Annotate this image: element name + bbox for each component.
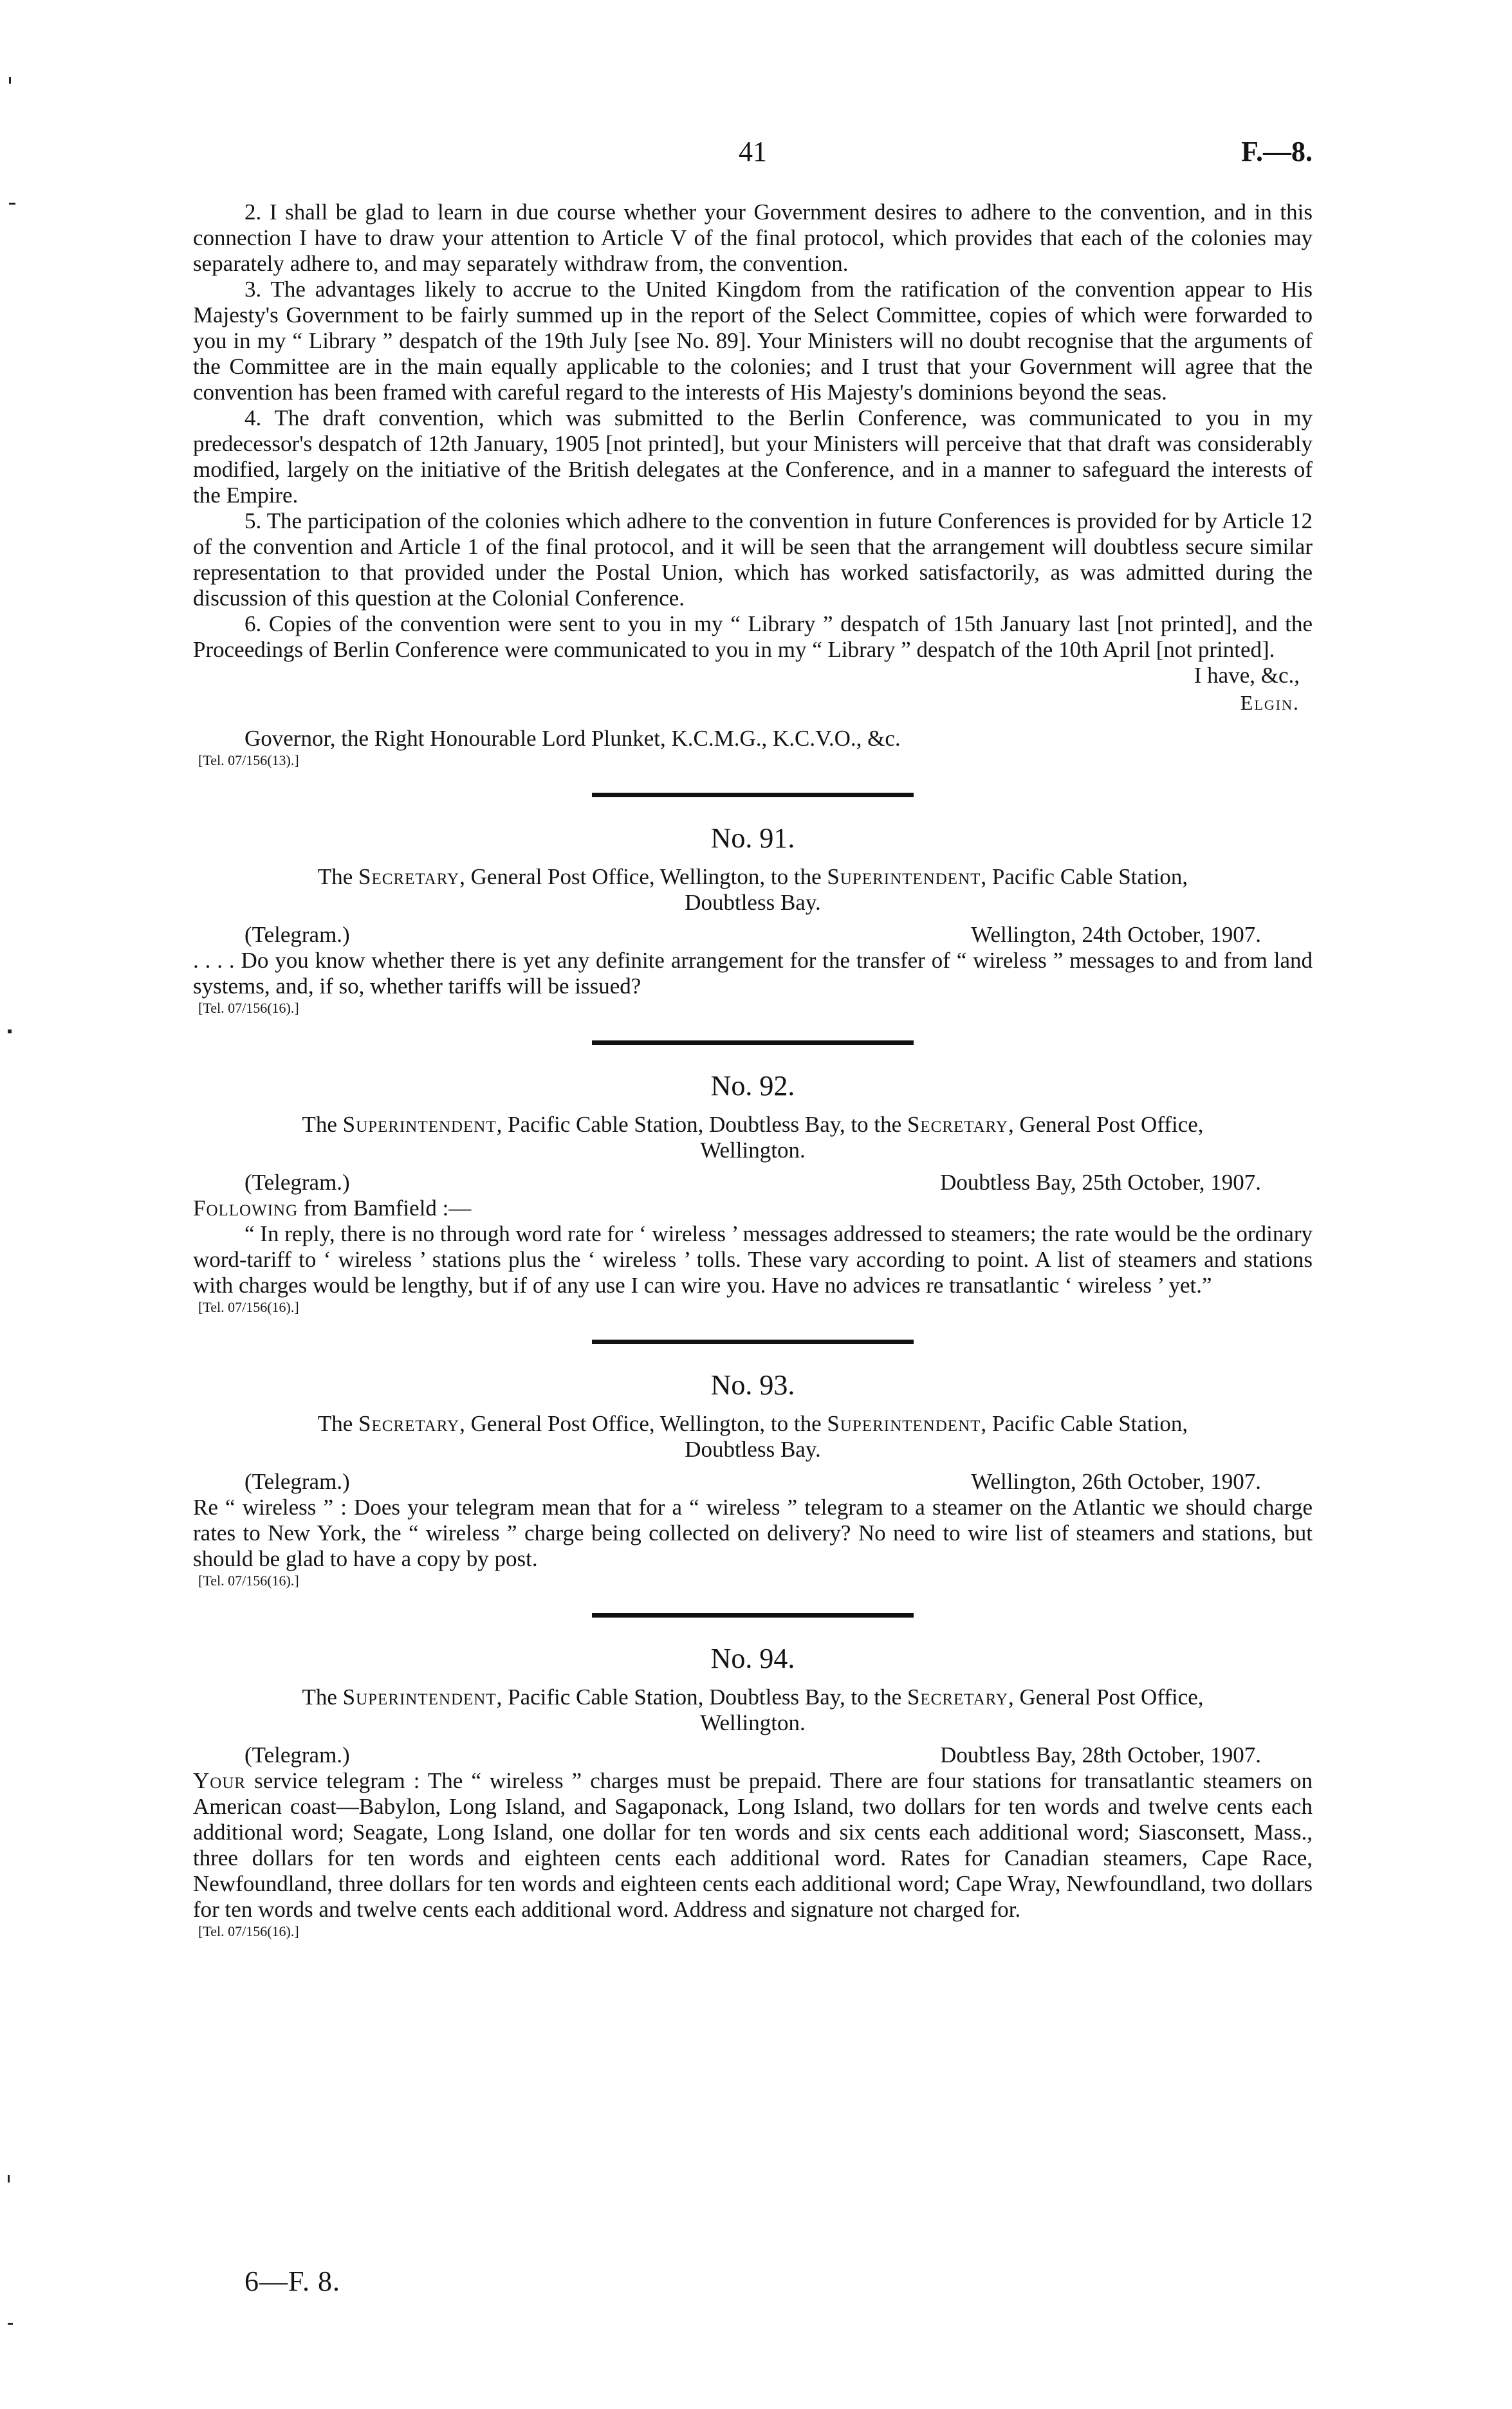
lead-word: Following [193,1195,299,1221]
sender-title: Superintendent [342,1112,497,1137]
document-number: No. 94. [710,1643,795,1674]
closing: I have, &c., [1194,663,1300,688]
sender-title: Secretary [358,1411,460,1436]
scan-mark [8,2323,13,2325]
document-section [193,1069,1313,1316]
document-heading: The Secretary, General Post Office, Wellington, to the Superintendent, Pacific Cable Station, [317,1411,1188,1436]
recipient-title: Superintendent [827,1411,981,1436]
paper-reference: F.—8. [1241,136,1313,167]
document-section [193,822,1313,1017]
page-header [193,135,1313,180]
paragraph-text: 6. Copies of the convention were sent to you in my “ Library ” despatch of 15th January last [not printed], and the Proceedings of Berlin Conference were communicated to you in my “ Library ” despatch of the 10th April [not printed]. [193,611,1313,662]
telegram-meta [193,922,1313,948]
file-reference: [Tel. 07/156(16).] [198,1299,299,1315]
recipient-title: Superintendent [827,864,981,889]
telegram-label: (Telegram.) [244,1170,350,1195]
telegram-body: Following from Bamfield :— [193,1195,472,1221]
document-heading-line2: Wellington. [700,1138,806,1163]
dateline: Wellington, 26th October, 1907. [971,1469,1261,1494]
scan-mark [8,2175,10,2183]
dateline: Wellington, 24th October, 1907. [971,922,1261,947]
file-reference: [Tel. 07/156(16).] [198,1573,299,1589]
dateline: Doubtless Bay, 25th October, 1907. [940,1170,1261,1195]
paragraph: 4. The draft convention, which was submitted to the Berlin Conference, was communicated to you in my predecessor's despatch of 12th January, 1905 [not printed], but your Ministers will perceive that that draft was considerably modified, largely on the initiative of the British delegates at the Conference, and in a manner to safeguard the interests of the Empire. [193,405,1313,508]
document-heading-line2: Doubtless Bay. [685,1437,821,1462]
file-reference: [Tel. 07/156(16).] [198,1923,299,1939]
paragraph: 3. The advantages likely to accrue to the United Kingdom from the ratification of the convention appear to His Majesty's Government to be fairly summed up in the report of the Select Committee, copies of which were forwarded to you in my “ Library ” despatch of the 19th July [see No. 89]. Your Ministers will no doubt recognise that the arguments of the Committee are in the main equally applicable to the colonies; and I trust that your Government will agree that the convention has been framed with careful regard to the interests of His Majesty's dominions beyond the seas. [193,277,1313,405]
section-divider [592,1340,914,1344]
telegram-label: (Telegram.) [244,1469,350,1494]
file-reference: [Tel. 07/156(16).] [198,1000,299,1016]
telegram-body: Your service telegram : The “ wireless ” charges must be prepaid. There are four stations for transatlantic steamers on American coast—Babylon, Long Island, and Sagaponack, Long Island, two dollars for ten words and twelve cents each additional word; Seagate, Long Island, one dollar for ten words and six cents each additional word; Siasconsett, Mass., three dollars for ten words and eighteen cents each additional word. Rates for Canadian steamers, Cape Race, Newfoundland, three dollars for ten words and eighteen cents each additional word; Cape Wray, Newfoundland, two dollars for ten words and twelve cents each additional word. Address and signature not charged for. [193,1768,1313,1922]
page-number: 41 [739,136,767,167]
sender-title: Secretary [358,864,460,889]
document-section [193,1369,1313,1590]
recipient-title: Secretary [907,1684,1008,1710]
scan-mark [9,203,15,205]
section-divider [592,793,914,797]
document-heading: The Superintendent, Pacific Cable Station, Doubtless Bay, to the Secretary, General Post Office, [302,1112,1204,1137]
paragraph: 5. The participation of the colonies which adhere to the convention in future Conferences is provided for by Article 12 of the convention and Article 1 of the final protocol, and it will be seen that the arrangement will doubtless secure similar representation to that provided under the Postal Union, which has worked satisfactorily, as was admitted during the discussion of this question at the Colonial Conference. [193,508,1313,611]
signature-mark: 6—F. 8. [244,2266,340,2297]
recipient-title: Secretary [907,1112,1008,1137]
addressee: Governor, the Right Honourable Lord Plunket, K.C.M.G., K.C.V.O., &c. [244,726,901,751]
document-number: No. 91. [710,822,795,854]
scan-mark [9,77,11,84]
section-divider [592,1040,914,1045]
document-heading: The Secretary, General Post Office, Wellington, to the Superintendent, Pacific Cable Station, [317,864,1188,889]
telegram-meta [193,1469,1313,1495]
lead-word: Your [193,1768,246,1793]
document-number: No. 93. [710,1369,795,1401]
scan-mark [8,1029,12,1033]
telegram-body: Re “ wireless ” : Does your telegram mean that for a “ wireless ” telegram to a steamer on the Atlantic we should charge rates to New York, the “ wireless ” charge being collected on delivery? No need to wire list of steamers and stations, but should be glad to have a copy by post. [193,1495,1313,1571]
document-heading-line2: Doubtless Bay. [685,890,821,915]
telegram-meta [193,1170,1313,1195]
telegram-body: . . . . Do you know whether there is yet any definite arrangement for the transfer of “ wireless ” messages to and from land systems, and, if so, whether tariffs will be issued? [193,948,1313,999]
letter-continuation [193,199,1313,770]
telegram-meta [193,1742,1313,1768]
signature: Elgin. [1240,691,1300,714]
section-divider [592,1613,914,1618]
page-content [193,199,1313,1941]
telegram-label: (Telegram.) [244,922,350,947]
document-heading: The Superintendent, Pacific Cable Station, Doubtless Bay, to the Secretary, General Post Office, [302,1684,1204,1710]
document-section [193,1642,1313,1941]
file-reference: [Tel. 07/156(13).] [198,752,299,768]
quoted-reply: “ In reply, there is no through word rate for ‘ wireless ’ messages addressed to steamers; the rate would be the ordinary word-tariff to ‘ wireless ’ stations plus the ‘ wireless ’ tolls. These vary according to point. A list of steamers and stations with charges would be lengthy, but if of any use I can wire you. Have no advices re transatlantic ‘ wireless ’ yet.” [193,1221,1313,1298]
sender-title: Superintendent [342,1684,497,1710]
document-heading-line2: Wellington. [700,1710,806,1735]
paragraph [193,611,1313,663]
dateline: Doubtless Bay, 28th October, 1907. [940,1742,1261,1768]
paragraph: 2. I shall be glad to learn in due course whether your Government desires to adhere to the convention, and in this connection I have to draw your attention to Article V of the final protocol, which provides that each of the colonies may separately adhere to, and may separately withdraw from, the convention. [193,199,1313,276]
document-number: No. 92. [710,1070,795,1102]
telegram-label: (Telegram.) [244,1742,350,1768]
